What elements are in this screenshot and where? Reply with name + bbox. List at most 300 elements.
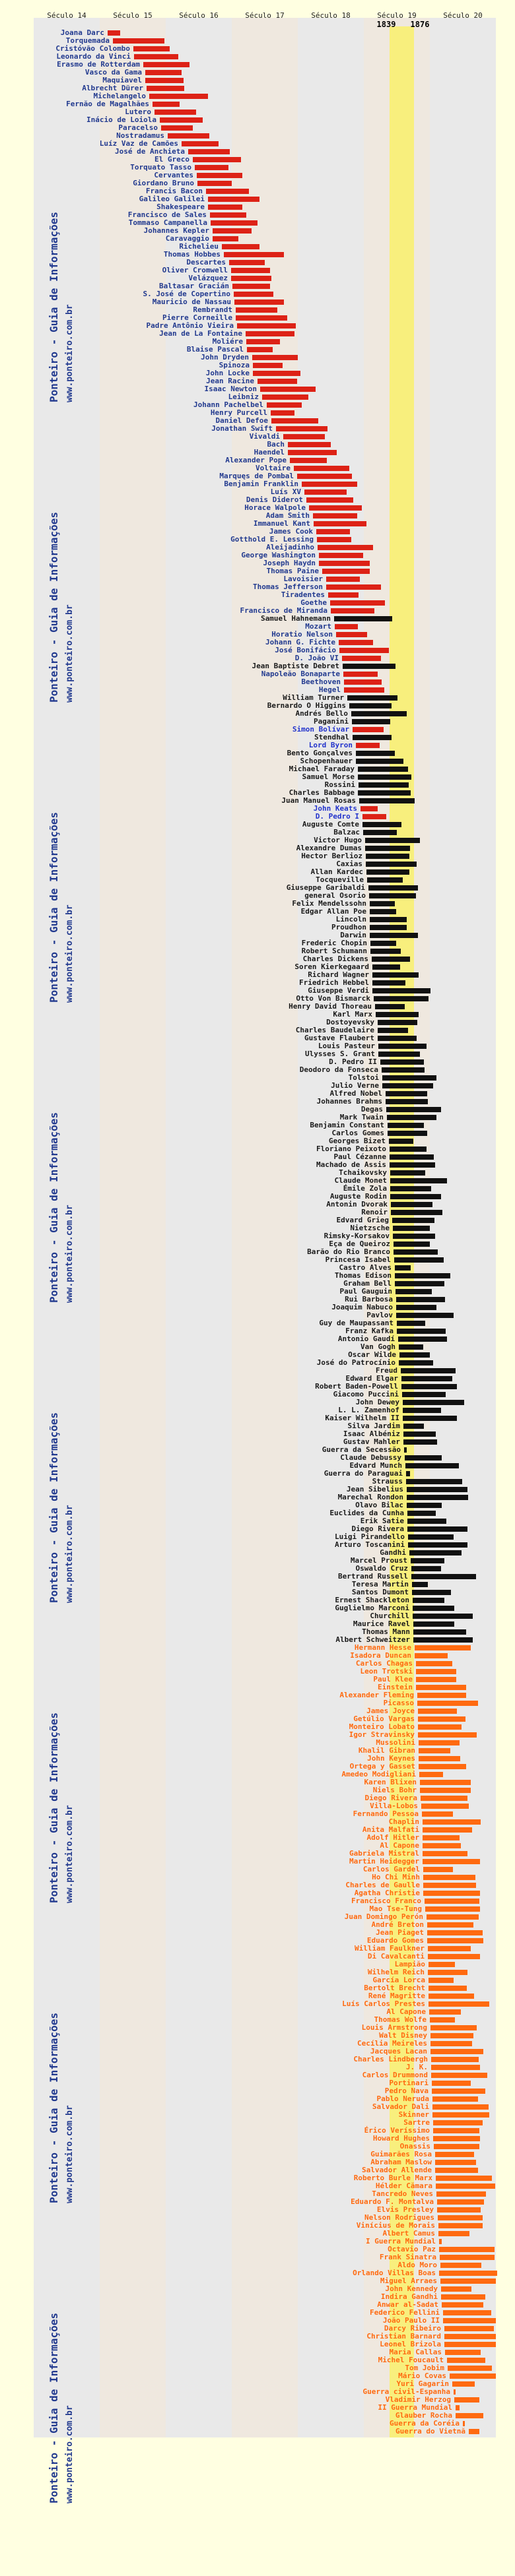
person-label[interactable]: Christian Barnard xyxy=(366,2332,441,2340)
person-label[interactable]: Tchaikovsky xyxy=(339,1168,387,1177)
person-label[interactable]: Horace Walpole xyxy=(244,503,306,512)
person-label[interactable]: Michel Foucault xyxy=(378,2356,444,2364)
person-label[interactable]: I Guerra Mundial xyxy=(366,2237,436,2246)
person-label[interactable]: Oswaldo Cruz xyxy=(355,1564,408,1573)
person-label[interactable]: Erik Satie xyxy=(360,1517,404,1525)
person-label[interactable]: Robert Baden-Powell xyxy=(315,1382,398,1391)
person-label[interactable]: Diego Rivera xyxy=(351,1524,404,1533)
sidebar-url-text[interactable]: www.ponteiro.com.br xyxy=(65,604,75,703)
person-label[interactable]: Charles Babbage xyxy=(289,788,355,797)
person-label[interactable]: Johannes Kepler xyxy=(143,226,209,235)
person-label[interactable]: Isadora Duncan xyxy=(350,1651,411,1660)
person-label[interactable]: Nostradamus xyxy=(116,131,164,140)
person-label[interactable]: El Greco xyxy=(154,155,189,164)
person-label[interactable]: Vasco da Gama xyxy=(85,68,142,77)
person-label[interactable]: Frank Sinatra xyxy=(379,2253,436,2261)
person-label[interactable]: Charles Dickens xyxy=(302,955,368,963)
person-label[interactable]: Tom Jobim xyxy=(405,2364,444,2372)
person-label[interactable]: Benjamin Franklin xyxy=(224,480,298,488)
person-label[interactable]: Oliver Cromwell xyxy=(162,266,228,274)
person-label[interactable]: Richard Wagner xyxy=(308,970,369,979)
person-label[interactable]: Luís XV xyxy=(270,487,301,496)
person-label[interactable]: Karen Blixen xyxy=(364,1778,417,1786)
person-label[interactable]: Adam Smith xyxy=(265,511,310,520)
person-label[interactable]: Vladimir Herzog xyxy=(385,2395,451,2404)
person-label[interactable]: Graham Bell xyxy=(343,1279,392,1288)
person-label[interactable]: John Dewey xyxy=(355,1398,399,1406)
person-label[interactable]: Albert Camus xyxy=(382,2229,435,2238)
person-label[interactable]: Indira Gandhi xyxy=(380,2292,438,2301)
person-label[interactable]: J. K. xyxy=(405,2063,428,2071)
person-label[interactable]: Pavlov xyxy=(366,1311,393,1319)
person-label[interactable]: Claude Monet xyxy=(334,1176,387,1185)
person-label[interactable]: Schopenhauer xyxy=(300,757,353,765)
person-label[interactable]: Guerra do Vietnă xyxy=(395,2427,465,2435)
person-label[interactable]: Tiradentes xyxy=(281,590,325,599)
person-label[interactable]: Michelangelo xyxy=(93,92,146,100)
person-label[interactable]: Torquemada xyxy=(65,36,110,45)
person-label[interactable]: Salvador Allende xyxy=(362,2166,432,2174)
person-label[interactable]: Hector Berlioz xyxy=(301,852,362,860)
person-label[interactable]: Caxias xyxy=(336,860,362,868)
person-label[interactable]: Allan Kardec xyxy=(310,867,363,876)
person-label[interactable]: José do Patrocínio xyxy=(316,1358,395,1367)
person-label[interactable]: Getúlio Vargas xyxy=(353,1714,415,1723)
person-label[interactable]: Strauss xyxy=(372,1477,403,1486)
person-label[interactable]: Thomas Paine xyxy=(266,567,319,575)
person-label[interactable]: Adolf Hitler xyxy=(366,1833,419,1842)
person-label[interactable]: Dostoyevsky xyxy=(326,1018,374,1026)
person-label[interactable]: Yuri Gagarin xyxy=(396,2379,449,2388)
sidebar-url-text[interactable]: www.ponteiro.com.br xyxy=(65,1805,75,1903)
person-label[interactable]: Rossini xyxy=(324,780,355,789)
person-label[interactable]: Castro Alves xyxy=(339,1263,392,1272)
person-label[interactable]: Gotthold E. Lessing xyxy=(230,535,314,544)
person-label[interactable]: Maquiavel xyxy=(102,76,142,84)
person-label[interactable]: Karl Marx xyxy=(333,1010,372,1019)
person-label[interactable]: Miguel Arraes xyxy=(380,2277,437,2285)
person-label[interactable]: Alexandre Dumas xyxy=(296,844,362,852)
person-label[interactable]: John Keats xyxy=(313,804,357,813)
person-label[interactable]: Carlos Drummond xyxy=(362,2071,428,2079)
person-label[interactable]: Juan Manuel Rosas xyxy=(281,796,356,805)
person-label[interactable]: Pedro Nava xyxy=(384,2087,429,2095)
person-label[interactable]: James Joyce xyxy=(366,1707,415,1715)
person-label[interactable]: García Lorca xyxy=(372,1976,425,1984)
person-label[interactable]: Isaac Albéniz xyxy=(343,1429,400,1438)
person-label[interactable]: Di Cavalcanti xyxy=(367,1952,425,1961)
person-label[interactable]: Guerra da Coréia xyxy=(390,2419,460,2428)
person-label[interactable]: Edvard Munch xyxy=(349,1461,402,1470)
sidebar-url-text[interactable]: www.ponteiro.com.br xyxy=(65,2105,75,2203)
person-label[interactable]: Agatha Christie xyxy=(354,1889,420,1897)
person-label[interactable]: Eça de Queiroz xyxy=(329,1240,390,1248)
person-label[interactable]: Sartre xyxy=(403,2118,430,2127)
person-label[interactable]: Nietzsche xyxy=(350,1224,390,1232)
person-label[interactable]: Bach xyxy=(267,440,285,449)
person-label[interactable]: Isaac Newton xyxy=(204,385,257,393)
person-label[interactable]: Charles Baudelaire xyxy=(295,1026,374,1034)
person-label[interactable]: Francisco Franco xyxy=(351,1897,421,1905)
person-label[interactable]: Ho Chi Minh xyxy=(372,1873,420,1881)
person-label[interactable]: Walt Disney xyxy=(379,2031,427,2040)
person-label[interactable]: Mauricio de Nassau xyxy=(152,298,231,306)
person-label[interactable]: Auguste Rodin xyxy=(329,1192,387,1201)
person-label[interactable]: Pierre Corneille xyxy=(162,313,232,322)
person-label[interactable]: Carlos Gomes xyxy=(331,1129,384,1137)
person-label[interactable]: Henry David Thoreau xyxy=(289,1002,372,1011)
person-label[interactable]: Euclides da Cunha xyxy=(329,1509,404,1517)
person-label[interactable]: Teresa Martin xyxy=(351,1580,409,1588)
person-label[interactable]: Diego Rivera xyxy=(364,1794,417,1802)
person-label[interactable]: Degas xyxy=(360,1105,383,1114)
person-label[interactable]: Robert Schumann xyxy=(301,947,367,955)
person-label[interactable]: Howard Hughes xyxy=(372,2134,430,2143)
person-label[interactable]: Bento Gonçalves xyxy=(287,749,353,757)
person-label[interactable]: John Dryden xyxy=(201,353,249,361)
person-label[interactable]: Oscar Wilde xyxy=(348,1350,396,1359)
person-label[interactable]: Andrés Bello xyxy=(295,709,348,718)
person-label[interactable]: Maria Callas xyxy=(389,2348,442,2356)
person-label[interactable]: Albert Schweitzer xyxy=(335,1635,410,1644)
person-label[interactable]: Caravaggio xyxy=(165,234,209,243)
person-label[interactable]: Olavo Bilac xyxy=(355,1501,403,1509)
person-label[interactable]: Samuel Hahnemann xyxy=(261,614,331,623)
person-label[interactable]: Lord Byron xyxy=(308,741,353,749)
person-label[interactable]: Beethoven xyxy=(301,677,341,686)
person-label[interactable]: John Locke xyxy=(205,369,250,377)
person-label[interactable]: Guglielmo Marconi xyxy=(335,1604,409,1612)
person-label[interactable]: Charles de Gaulle xyxy=(345,1881,420,1889)
person-label[interactable]: Proudhon xyxy=(331,923,366,931)
person-label[interactable]: Guimarăes Rosa xyxy=(370,2150,432,2158)
person-label[interactable]: Thomas Wolfe xyxy=(374,2015,427,2024)
person-label[interactable]: Louis Armstrong xyxy=(361,2023,427,2032)
person-label[interactable]: Marquęs de Pombal xyxy=(219,472,294,480)
person-label[interactable]: Claude Debussy xyxy=(340,1453,401,1462)
person-label[interactable]: Juan Domingo Perón xyxy=(344,1912,423,1921)
person-label[interactable]: Erasmo de Rotterdam xyxy=(57,60,140,69)
person-label[interactable]: Franz Kafka xyxy=(345,1327,394,1335)
person-label[interactable]: Jean Sibelius xyxy=(346,1485,403,1493)
person-label[interactable]: Johann Pachelbel xyxy=(193,400,263,409)
person-label[interactable]: Joăo Paulo II xyxy=(382,2316,440,2325)
person-label[interactable]: Francis Bacon xyxy=(145,187,203,195)
person-label[interactable]: Johann G. Fichte xyxy=(265,638,335,646)
person-label[interactable]: Eduardo F. Montalva xyxy=(351,2197,434,2206)
person-label[interactable]: II Guerra Mundial xyxy=(378,2403,452,2412)
person-label[interactable]: Lincoln xyxy=(335,915,366,924)
person-label[interactable]: Baltasar Gracián xyxy=(159,282,229,290)
person-label[interactable]: Tancredo Neves xyxy=(372,2189,433,2198)
person-label[interactable]: Alexander Fleming xyxy=(339,1691,414,1699)
person-label[interactable]: Churchill xyxy=(370,1612,409,1620)
person-label[interactable]: Abraham Maslow xyxy=(370,2158,432,2166)
person-label[interactable]: Voltaire xyxy=(256,464,291,472)
person-label[interactable]: Kaiser Wilhelm II xyxy=(325,1414,399,1422)
person-label[interactable]: D. Pedro II xyxy=(329,1057,377,1066)
person-label[interactable]: Guy de Maupassant xyxy=(319,1319,394,1327)
person-label[interactable]: Gustave Flaubert xyxy=(304,1034,374,1042)
person-label[interactable]: Jean Racine xyxy=(206,377,254,385)
person-label[interactable]: Francisco de Sales xyxy=(127,210,207,219)
person-label[interactable]: Darcy Ribeiro xyxy=(384,2324,441,2333)
person-label[interactable]: Arturo Toscanini xyxy=(335,1540,405,1549)
person-label[interactable]: Ulysses S. Grant xyxy=(305,1050,375,1058)
person-label[interactable]: Leibniz xyxy=(228,393,259,401)
person-label[interactable]: Velázquez xyxy=(188,274,228,282)
person-label[interactable]: Guerra do Paraguai xyxy=(324,1469,403,1478)
person-label[interactable]: Inácio de Loiola xyxy=(86,115,156,124)
person-label[interactable]: Nelson Rodrigues xyxy=(364,2213,434,2222)
person-label[interactable]: Vivaldi xyxy=(249,432,280,441)
person-label[interactable]: Descartes xyxy=(186,258,226,267)
person-label[interactable]: Anwar al-Sadat xyxy=(377,2300,438,2309)
person-label[interactable]: general Osorio xyxy=(304,891,366,900)
person-label[interactable]: Benjamin Constant xyxy=(310,1121,384,1129)
person-label[interactable]: Shakespeare xyxy=(156,203,205,211)
person-label[interactable]: Pablo Neruda xyxy=(376,2094,429,2103)
person-label[interactable]: Denis Diderot xyxy=(246,495,303,504)
person-label[interactable]: Skinner xyxy=(398,2110,429,2119)
person-label[interactable]: Rimsky-Korsakov xyxy=(324,1232,390,1240)
person-label[interactable]: Jean de La Fontaine xyxy=(159,329,242,338)
person-label[interactable]: Thomas Mann xyxy=(362,1627,410,1636)
person-label[interactable]: Balzac xyxy=(333,828,360,836)
person-label[interactable]: Paganini xyxy=(314,717,349,726)
person-label[interactable]: Elvis Presley xyxy=(376,2205,434,2214)
person-label[interactable]: Mao Tse-Tung xyxy=(369,1904,422,1913)
person-label[interactable]: Richelieu xyxy=(179,242,219,251)
person-label[interactable]: D. Joăo VI xyxy=(294,654,339,662)
person-label[interactable]: Gustav Mahler xyxy=(343,1437,400,1446)
person-label[interactable]: William Faulkner xyxy=(355,1944,425,1953)
person-label[interactable]: Giordano Bruno xyxy=(133,179,194,187)
person-label[interactable]: Anita Malfati xyxy=(362,1825,419,1834)
person-label[interactable]: Machado de Assis xyxy=(316,1160,386,1169)
person-label[interactable]: Napoleăo Bonaparte xyxy=(261,670,340,678)
sidebar-url-text[interactable]: www.ponteiro.com.br xyxy=(65,904,75,1003)
person-label[interactable]: Hegel xyxy=(318,685,341,694)
person-label[interactable]: Fernăo de Magalhăes xyxy=(66,100,149,108)
person-label[interactable]: Floriano Peixoto xyxy=(316,1145,386,1153)
person-label[interactable]: Hélder Cămara xyxy=(375,2182,432,2190)
person-label[interactable]: Khalil Gibran xyxy=(358,1746,415,1755)
person-label[interactable]: Haendel xyxy=(254,448,285,456)
person-label[interactable]: Gabriela Mistral xyxy=(349,1849,419,1858)
person-label[interactable]: Luigi Pirandello xyxy=(335,1532,405,1541)
person-label[interactable]: Johannes Brahms xyxy=(316,1097,382,1106)
person-label[interactable]: Tolstoi xyxy=(348,1073,379,1082)
person-label[interactable]: Joaquim Nabuco xyxy=(331,1303,393,1311)
person-label[interactable]: Daniel Defoe xyxy=(215,416,268,425)
person-label[interactable]: Padre Antônio Vieira xyxy=(146,321,234,330)
person-label[interactable]: Paul Gauguin xyxy=(339,1287,392,1296)
person-label[interactable]: Villa-Lobos xyxy=(370,1802,418,1810)
person-label[interactable]: Stendhal xyxy=(314,733,349,741)
person-label[interactable]: Tommaso Campanella xyxy=(128,218,207,227)
person-label[interactable]: Van Gogh xyxy=(360,1342,395,1351)
person-label[interactable]: Otto Von Bismarck xyxy=(296,994,370,1003)
person-label[interactable]: Barăo do Rio Branco xyxy=(307,1247,390,1256)
person-label[interactable]: Georges Bizet xyxy=(328,1137,386,1145)
person-label[interactable]: Deodoro da Fonseca xyxy=(299,1065,378,1074)
person-label[interactable]: Einstein xyxy=(378,1683,413,1691)
person-label[interactable]: Felix Mendelssohn xyxy=(292,899,366,908)
person-label[interactable]: Federico Fellini xyxy=(370,2308,440,2317)
person-label[interactable]: Bernardo O Higgins xyxy=(267,701,346,710)
person-label[interactable]: José Bonifácio xyxy=(275,646,336,654)
person-label[interactable]: Lampiăo xyxy=(394,1960,425,1968)
person-label[interactable]: José de Anchieta xyxy=(115,147,185,156)
person-label[interactable]: Jean Piaget xyxy=(376,1928,424,1937)
person-label[interactable]: Jacques Lacan xyxy=(370,2047,427,2056)
person-label[interactable]: Albrecht Dürer xyxy=(82,84,143,92)
person-label[interactable]: Thomas Jefferson xyxy=(253,582,323,591)
person-label[interactable]: Michael Faraday xyxy=(289,765,355,773)
person-label[interactable]: Bertolt Brecht xyxy=(364,1984,425,1992)
person-label[interactable]: Émile Zola xyxy=(343,1184,387,1193)
person-label[interactable]: Freud xyxy=(375,1366,397,1375)
person-label[interactable]: Mário Covas xyxy=(398,2372,446,2380)
person-label[interactable]: Luíz Vaz de Camões xyxy=(99,139,178,148)
person-label[interactable]: Bertrand Russell xyxy=(338,1572,408,1581)
person-label[interactable]: Lavoisier xyxy=(283,575,323,583)
person-label[interactable]: Alfred Nobel xyxy=(329,1089,382,1098)
person-label[interactable]: Érico Veríssimo xyxy=(364,2126,430,2135)
person-label[interactable]: Goethe xyxy=(300,598,327,607)
person-label[interactable]: D. Pedro I xyxy=(315,812,359,821)
person-label[interactable]: Leonel Brizola xyxy=(380,2340,441,2348)
person-label[interactable]: Samuel Morse xyxy=(302,772,355,781)
person-label[interactable]: Tocqueville xyxy=(316,875,364,884)
person-label[interactable]: Guerra da Secessăo xyxy=(322,1445,401,1454)
person-label[interactable]: Martin Heidegger xyxy=(349,1857,419,1866)
person-label[interactable]: Al Capone xyxy=(386,2007,426,2016)
person-label[interactable]: Mussolini xyxy=(376,1738,415,1747)
person-label[interactable]: Wilhelm Reich xyxy=(367,1968,425,1976)
person-label[interactable]: Chaplin xyxy=(388,1817,419,1826)
person-label[interactable]: Marcel Proust xyxy=(350,1556,407,1565)
person-label[interactable]: Mozart xyxy=(305,622,331,631)
person-label[interactable]: Spinoza xyxy=(219,361,250,369)
sidebar-url-text[interactable]: www.ponteiro.com.br xyxy=(65,1205,75,1303)
person-label[interactable]: Hermann Hesse xyxy=(354,1643,411,1652)
person-label[interactable]: Joseph Haydn xyxy=(263,559,316,567)
person-label[interactable]: Torquato Tasso xyxy=(130,163,191,172)
person-label[interactable]: Charles Lindbergh xyxy=(353,2055,428,2063)
person-label[interactable]: Octavio Paz xyxy=(388,2245,436,2253)
person-label[interactable]: Picasso xyxy=(383,1699,414,1707)
person-label[interactable]: Edvard Grieg xyxy=(336,1216,389,1224)
person-label[interactable]: Jonathan Swift xyxy=(211,424,273,433)
person-label[interactable]: Alexander Pope xyxy=(225,456,287,464)
person-label[interactable]: Igor Stravinsky xyxy=(349,1730,415,1739)
person-label[interactable]: Aldo Moro xyxy=(397,2261,437,2269)
person-label[interactable]: Silva Jardim xyxy=(347,1422,400,1430)
person-label[interactable]: Giuseppe Garibaldi xyxy=(286,883,365,892)
person-label[interactable]: Antonio Gaudí xyxy=(337,1335,395,1343)
person-label[interactable]: Frederic Chopin xyxy=(301,939,367,947)
person-label[interactable]: Ernest Shackleton xyxy=(335,1596,409,1604)
person-label[interactable]: Lutero xyxy=(125,108,151,116)
person-label[interactable]: Leon Trotski xyxy=(360,1667,413,1676)
person-label[interactable]: Niels Bohr xyxy=(372,1786,417,1794)
person-label[interactable]: Moliére xyxy=(212,337,243,346)
person-label[interactable]: Salvador Dali xyxy=(372,2102,429,2111)
person-label[interactable]: Soren Kierkegaard xyxy=(294,962,369,971)
person-label[interactable]: Portinari xyxy=(389,2079,429,2087)
person-label[interactable]: Guerra civil-Espanha xyxy=(362,2387,450,2396)
person-label[interactable]: Henry Purcell xyxy=(210,408,267,417)
person-label[interactable]: Luís Carlos Prestes xyxy=(342,1999,425,2008)
person-label[interactable]: Rembrandt xyxy=(193,305,232,314)
person-label[interactable]: Victor Hugo xyxy=(314,836,362,844)
person-label[interactable]: Immanuel Kant xyxy=(253,519,310,528)
person-label[interactable]: Horatio Nelson xyxy=(271,630,333,639)
person-label[interactable]: Thomas Hobbes xyxy=(163,250,221,259)
person-label[interactable]: Giacomo Puccini xyxy=(333,1390,399,1398)
person-label[interactable]: Gandhi xyxy=(380,1548,406,1557)
person-label[interactable]: Onassis xyxy=(399,2142,430,2151)
person-label[interactable]: Rui Barbosa xyxy=(345,1295,393,1304)
person-label[interactable]: Al Capone xyxy=(380,1841,419,1850)
person-label[interactable]: Friedrich Hebbel xyxy=(299,978,369,987)
person-label[interactable]: Auguste Comte xyxy=(302,820,359,829)
person-label[interactable]: Julio Verne xyxy=(331,1081,379,1090)
person-label[interactable]: Mark Twain xyxy=(339,1113,384,1121)
person-label[interactable]: Darwin xyxy=(340,931,366,939)
person-label[interactable]: William Turner xyxy=(283,693,344,702)
person-label[interactable]: Maurice Ravel xyxy=(353,1619,410,1628)
person-label[interactable]: Marechal Rondon xyxy=(337,1493,403,1501)
person-label[interactable]: Renoir xyxy=(361,1208,388,1216)
sidebar-url-text[interactable]: www.ponteiro.com.br xyxy=(65,304,75,402)
person-label[interactable]: Paul Klee xyxy=(373,1675,413,1683)
person-label[interactable]: Thomas Edison xyxy=(334,1271,392,1280)
sidebar-url-text[interactable]: www.ponteiro.com.br xyxy=(65,1505,75,1603)
sidebar-url-text[interactable]: www.ponteiro.com.br xyxy=(65,2405,75,2503)
person-label[interactable]: Orlando Villas Boas xyxy=(353,2269,436,2277)
person-label[interactable]: Carlos Gardel xyxy=(362,1865,420,1873)
person-label[interactable]: Monteiro Lobato xyxy=(349,1722,415,1731)
person-label[interactable]: John Keynes xyxy=(367,1754,415,1763)
person-label[interactable]: Santos Dumont xyxy=(351,1588,409,1596)
person-label[interactable]: James Cook xyxy=(269,527,313,536)
person-label[interactable]: Cecília Meireles xyxy=(357,2039,427,2048)
person-label[interactable]: Eduardo Gomes xyxy=(366,1936,424,1945)
person-label[interactable]: René Magritte xyxy=(368,1992,425,2000)
person-label[interactable]: André Breton xyxy=(371,1920,424,1929)
person-label[interactable]: Leonardo da Vinci xyxy=(56,52,131,61)
person-label[interactable]: Edward Elgar xyxy=(345,1374,398,1383)
person-label[interactable]: Louis Pasteur xyxy=(318,1042,375,1050)
person-label[interactable]: Simon Bolívar xyxy=(292,725,349,734)
person-label[interactable]: George Washington xyxy=(241,551,316,559)
person-label[interactable]: Jean Baptiste Debret xyxy=(252,662,339,670)
person-label[interactable]: Ortega y Gasset xyxy=(349,1762,415,1771)
person-label[interactable]: Roberto Burle Marx xyxy=(353,2174,432,2182)
person-label[interactable]: Edgar Allan Poe xyxy=(300,907,366,916)
person-label[interactable]: Princesa Isabel xyxy=(325,1255,391,1264)
person-label[interactable]: Giuseppe Verdi xyxy=(308,986,369,995)
person-label[interactable]: Carlos Chagas xyxy=(355,1659,413,1668)
person-label[interactable]: Paracelso xyxy=(118,123,158,132)
person-label[interactable]: John Kennedy xyxy=(385,2284,438,2293)
person-label[interactable]: Fernando Pessoa xyxy=(353,1809,419,1818)
person-label[interactable]: Cervantes xyxy=(154,171,193,179)
person-label[interactable]: Cristóvão Colombo xyxy=(55,44,130,53)
